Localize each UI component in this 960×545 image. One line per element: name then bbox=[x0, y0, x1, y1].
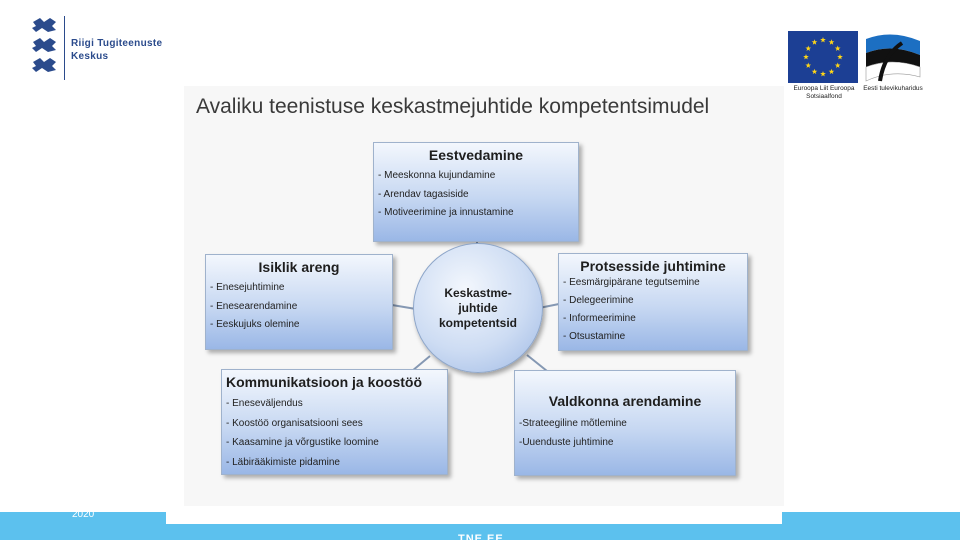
box-item: -Strateegiline mõtlemine bbox=[519, 418, 627, 429]
box-item: - Delegeerimine bbox=[563, 295, 634, 306]
footer-code: TNE.EE bbox=[458, 533, 504, 545]
box-item: - Informeerimine bbox=[563, 313, 636, 324]
box-item: - Eesmärgipärane tegutsemine bbox=[563, 277, 700, 288]
center-circle bbox=[413, 243, 543, 373]
box-item: - Eeskujuks olemine bbox=[210, 319, 300, 330]
box-item: - Enesearendamine bbox=[210, 300, 298, 312]
box-eestvedamine bbox=[373, 142, 579, 242]
box-item: -Uuenduste juhtimine bbox=[519, 436, 614, 448]
diagram-title: Avaliku teenistuse keskastmejuhtide kompetentsimudel bbox=[196, 95, 710, 118]
box-title: Kommunikatsioon ja koostöö bbox=[226, 374, 423, 390]
box-title: Protsesside juhtimine bbox=[580, 258, 726, 274]
footer-white-strip bbox=[166, 512, 782, 524]
box-item: - Koostöö organisatsiooni sees bbox=[226, 417, 363, 429]
box-title: Isiklik areng bbox=[258, 259, 340, 275]
box-title: Eestvedamine bbox=[428, 147, 524, 163]
footer-year: 2020 bbox=[72, 509, 95, 520]
eu-caption: Euroopa Liit Euroopa Sotsiaalfond bbox=[793, 85, 855, 100]
ee-caption: Eesti tulevikuharidus bbox=[863, 85, 923, 92]
connector-bottom-right bbox=[527, 355, 547, 371]
box-item: - Otsustamine bbox=[563, 331, 626, 342]
box-isiklik-areng bbox=[205, 254, 393, 350]
box-item: - Arendav tagasiside bbox=[378, 188, 469, 200]
box-item: - Enesejuhtimine bbox=[210, 282, 285, 293]
box-kommunikatsioon bbox=[221, 369, 448, 475]
center-label: Keskastme- juhtide kompetentsid bbox=[438, 285, 517, 330]
box-item: - Motiveerimine ja innustamine bbox=[378, 207, 514, 218]
box-item: - Eneseväljendus bbox=[226, 398, 303, 409]
box-protsesside-juhtimine bbox=[558, 253, 748, 351]
box-item: - Läbirääkimiste pidamine bbox=[226, 456, 340, 468]
box-title: Valdkonna arendamine bbox=[548, 393, 702, 409]
box-valdkonna-arendamine bbox=[514, 370, 736, 476]
box-item: - Kaasamine ja võrgustike loomine bbox=[226, 437, 379, 448]
org-name: Riigi Tugiteenuste Keskus bbox=[71, 38, 163, 62]
box-item: - Meeskonna kujundamine bbox=[378, 170, 496, 181]
